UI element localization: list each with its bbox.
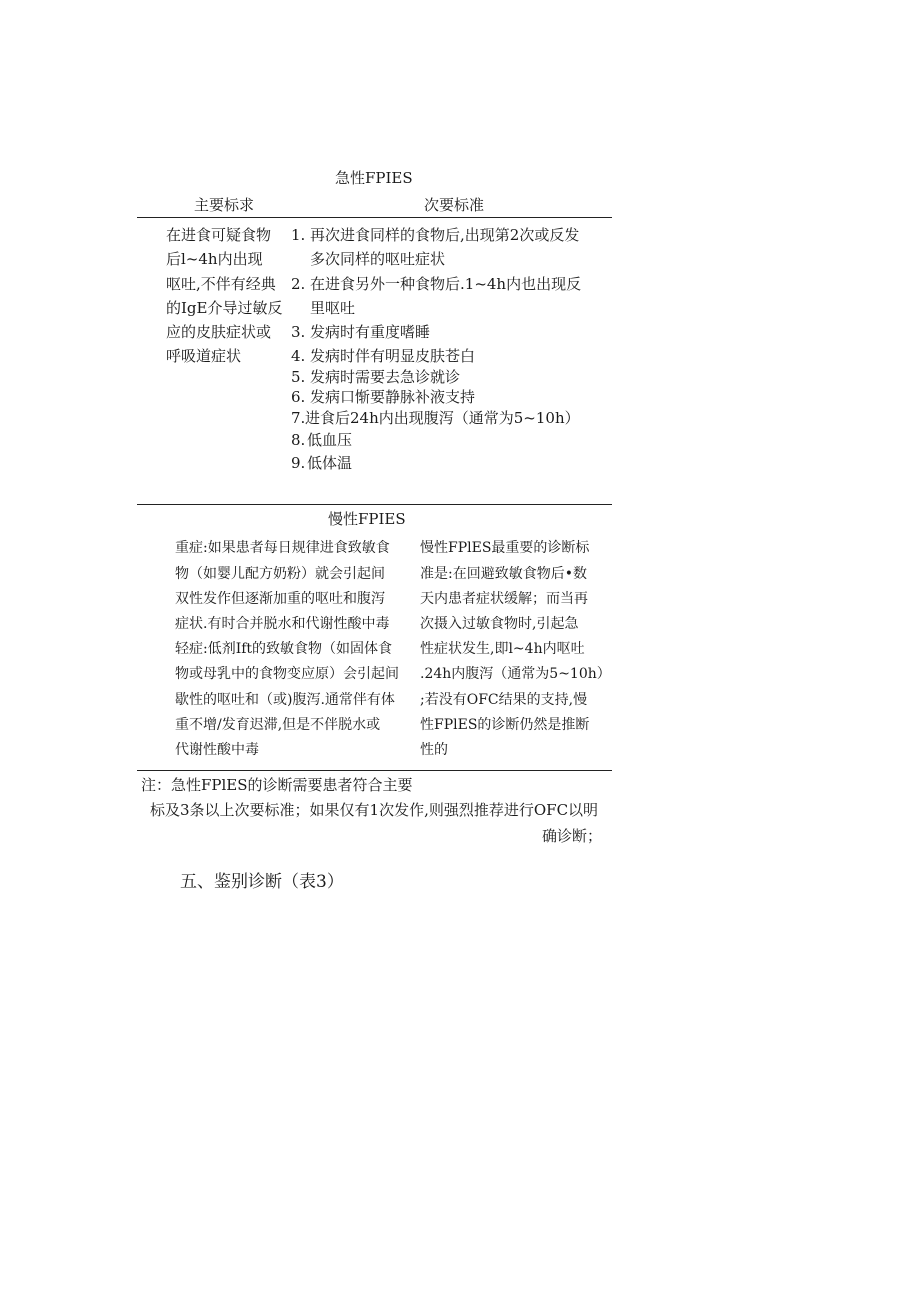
chronic-left-line: 症状.有时合并脱水和代谢性酸中毒 bbox=[175, 616, 390, 632]
chronic-right-line: 慢性FPlES最重要的诊断标 bbox=[420, 540, 590, 556]
minor-item-number: 7. bbox=[291, 409, 306, 427]
chronic-title: 慢性FPIES bbox=[328, 510, 406, 528]
table-bottom-rule bbox=[137, 770, 612, 771]
major-line: 呕吐,不伴有经典 bbox=[166, 275, 276, 293]
minor-item-number: 4. bbox=[291, 347, 306, 365]
chronic-left-line: 歇性的呕吐和（或)腹泻.通常伴有体 bbox=[175, 692, 395, 708]
major-criteria-header: 主要标求 bbox=[194, 196, 255, 214]
minor-item-text: 发病口惭要静脉补液支持 bbox=[310, 388, 476, 406]
table-note-line: 标及3条以上次要标准；如果仅有1次发作,则强烈推荐进行OFC以明 bbox=[150, 801, 599, 819]
chronic-right-line: 性的 bbox=[420, 742, 448, 758]
chronic-left-line: 重不增/发育迟滞,但是不伴脱水或 bbox=[175, 717, 381, 733]
minor-criteria-header: 次要标准 bbox=[424, 196, 485, 214]
minor-item-text: 低体温 bbox=[307, 454, 353, 472]
minor-item-text: 再次进食同样的食物后,出现第2次或反发 bbox=[310, 226, 580, 244]
minor-item-text: 多次同样的呕吐症状 bbox=[310, 250, 446, 268]
minor-item-number: 9. bbox=[291, 454, 306, 472]
table-note-line: 注：急性FPlES的诊断需要患者符合主要 bbox=[141, 776, 413, 794]
chronic-right-line: 准是:在回避致敏食物后•数 bbox=[420, 566, 587, 582]
minor-item-number: 8. bbox=[291, 431, 306, 449]
minor-item-text: 发病时需要去急诊就诊 bbox=[310, 368, 461, 386]
chronic-left-line: 双性发作但逐渐加重的呕吐和腹泻 bbox=[175, 591, 385, 607]
minor-item-number: 6. bbox=[291, 388, 306, 406]
major-line: 后l~4h内出现 bbox=[166, 250, 263, 268]
table-note-line: 确诊断； bbox=[541, 827, 602, 845]
minor-item-text: 低血压 bbox=[307, 431, 353, 449]
acute-title: 急性FPIES bbox=[335, 169, 413, 187]
chronic-right-line: ;若没有OFC结果的支持,慢 bbox=[420, 692, 588, 708]
major-line: 呼吸道症状 bbox=[166, 347, 242, 365]
minor-item-text: 里呕吐 bbox=[310, 299, 356, 317]
minor-item-text: 进食后24h内出现腹泻（通常为5~10h） bbox=[305, 409, 580, 427]
chronic-right-line: 天内患者症状缓解；而当再 bbox=[420, 591, 588, 607]
chronic-right-line: .24h内腹泻（通常为5~10h） bbox=[420, 666, 611, 682]
minor-item-text: 发病时有重度嗜睡 bbox=[310, 323, 431, 341]
chronic-left-line: 代谢性酸中毒 bbox=[175, 742, 259, 758]
minor-item-number: 3. bbox=[291, 323, 306, 341]
minor-item-text: 在进食另外一种食物后.1~4h内也出现反 bbox=[310, 275, 582, 293]
major-line: 应的皮肤症状或 bbox=[166, 323, 272, 341]
minor-item-text: 发病时伴有明显皮肤苍白 bbox=[310, 347, 476, 365]
chronic-right-line: 性症状发生,即l~4h内呕吐 bbox=[420, 641, 585, 657]
chronic-left-line: 轻症:低剂Ift的致敏食物（如固体食 bbox=[175, 641, 393, 657]
chronic-left-line: 重症:如果患者每日规律进食致敏食 bbox=[175, 540, 390, 556]
chronic-right-line: 次摄入过敏食物时,引起急 bbox=[420, 616, 579, 632]
minor-item-number: 2. bbox=[291, 275, 306, 293]
major-line: 的IgE介导过敏反 bbox=[166, 299, 283, 317]
header-divider bbox=[137, 217, 612, 218]
section-heading: 五、鉴别诊断（表3） bbox=[180, 872, 344, 892]
chronic-left-line: 物或母乳中的食物变应原）会引起间 bbox=[175, 666, 399, 682]
chronic-left-line: 物（如婴儿配方奶粉）就会引起间 bbox=[175, 566, 385, 582]
chronic-right-line: 性FPlES的诊断仍然是推断 bbox=[420, 717, 590, 733]
minor-item-number: 5. bbox=[291, 368, 306, 386]
major-line: 在进食可疑食物 bbox=[166, 226, 272, 244]
minor-item-number: 1. bbox=[291, 226, 306, 244]
section-divider bbox=[137, 504, 612, 505]
